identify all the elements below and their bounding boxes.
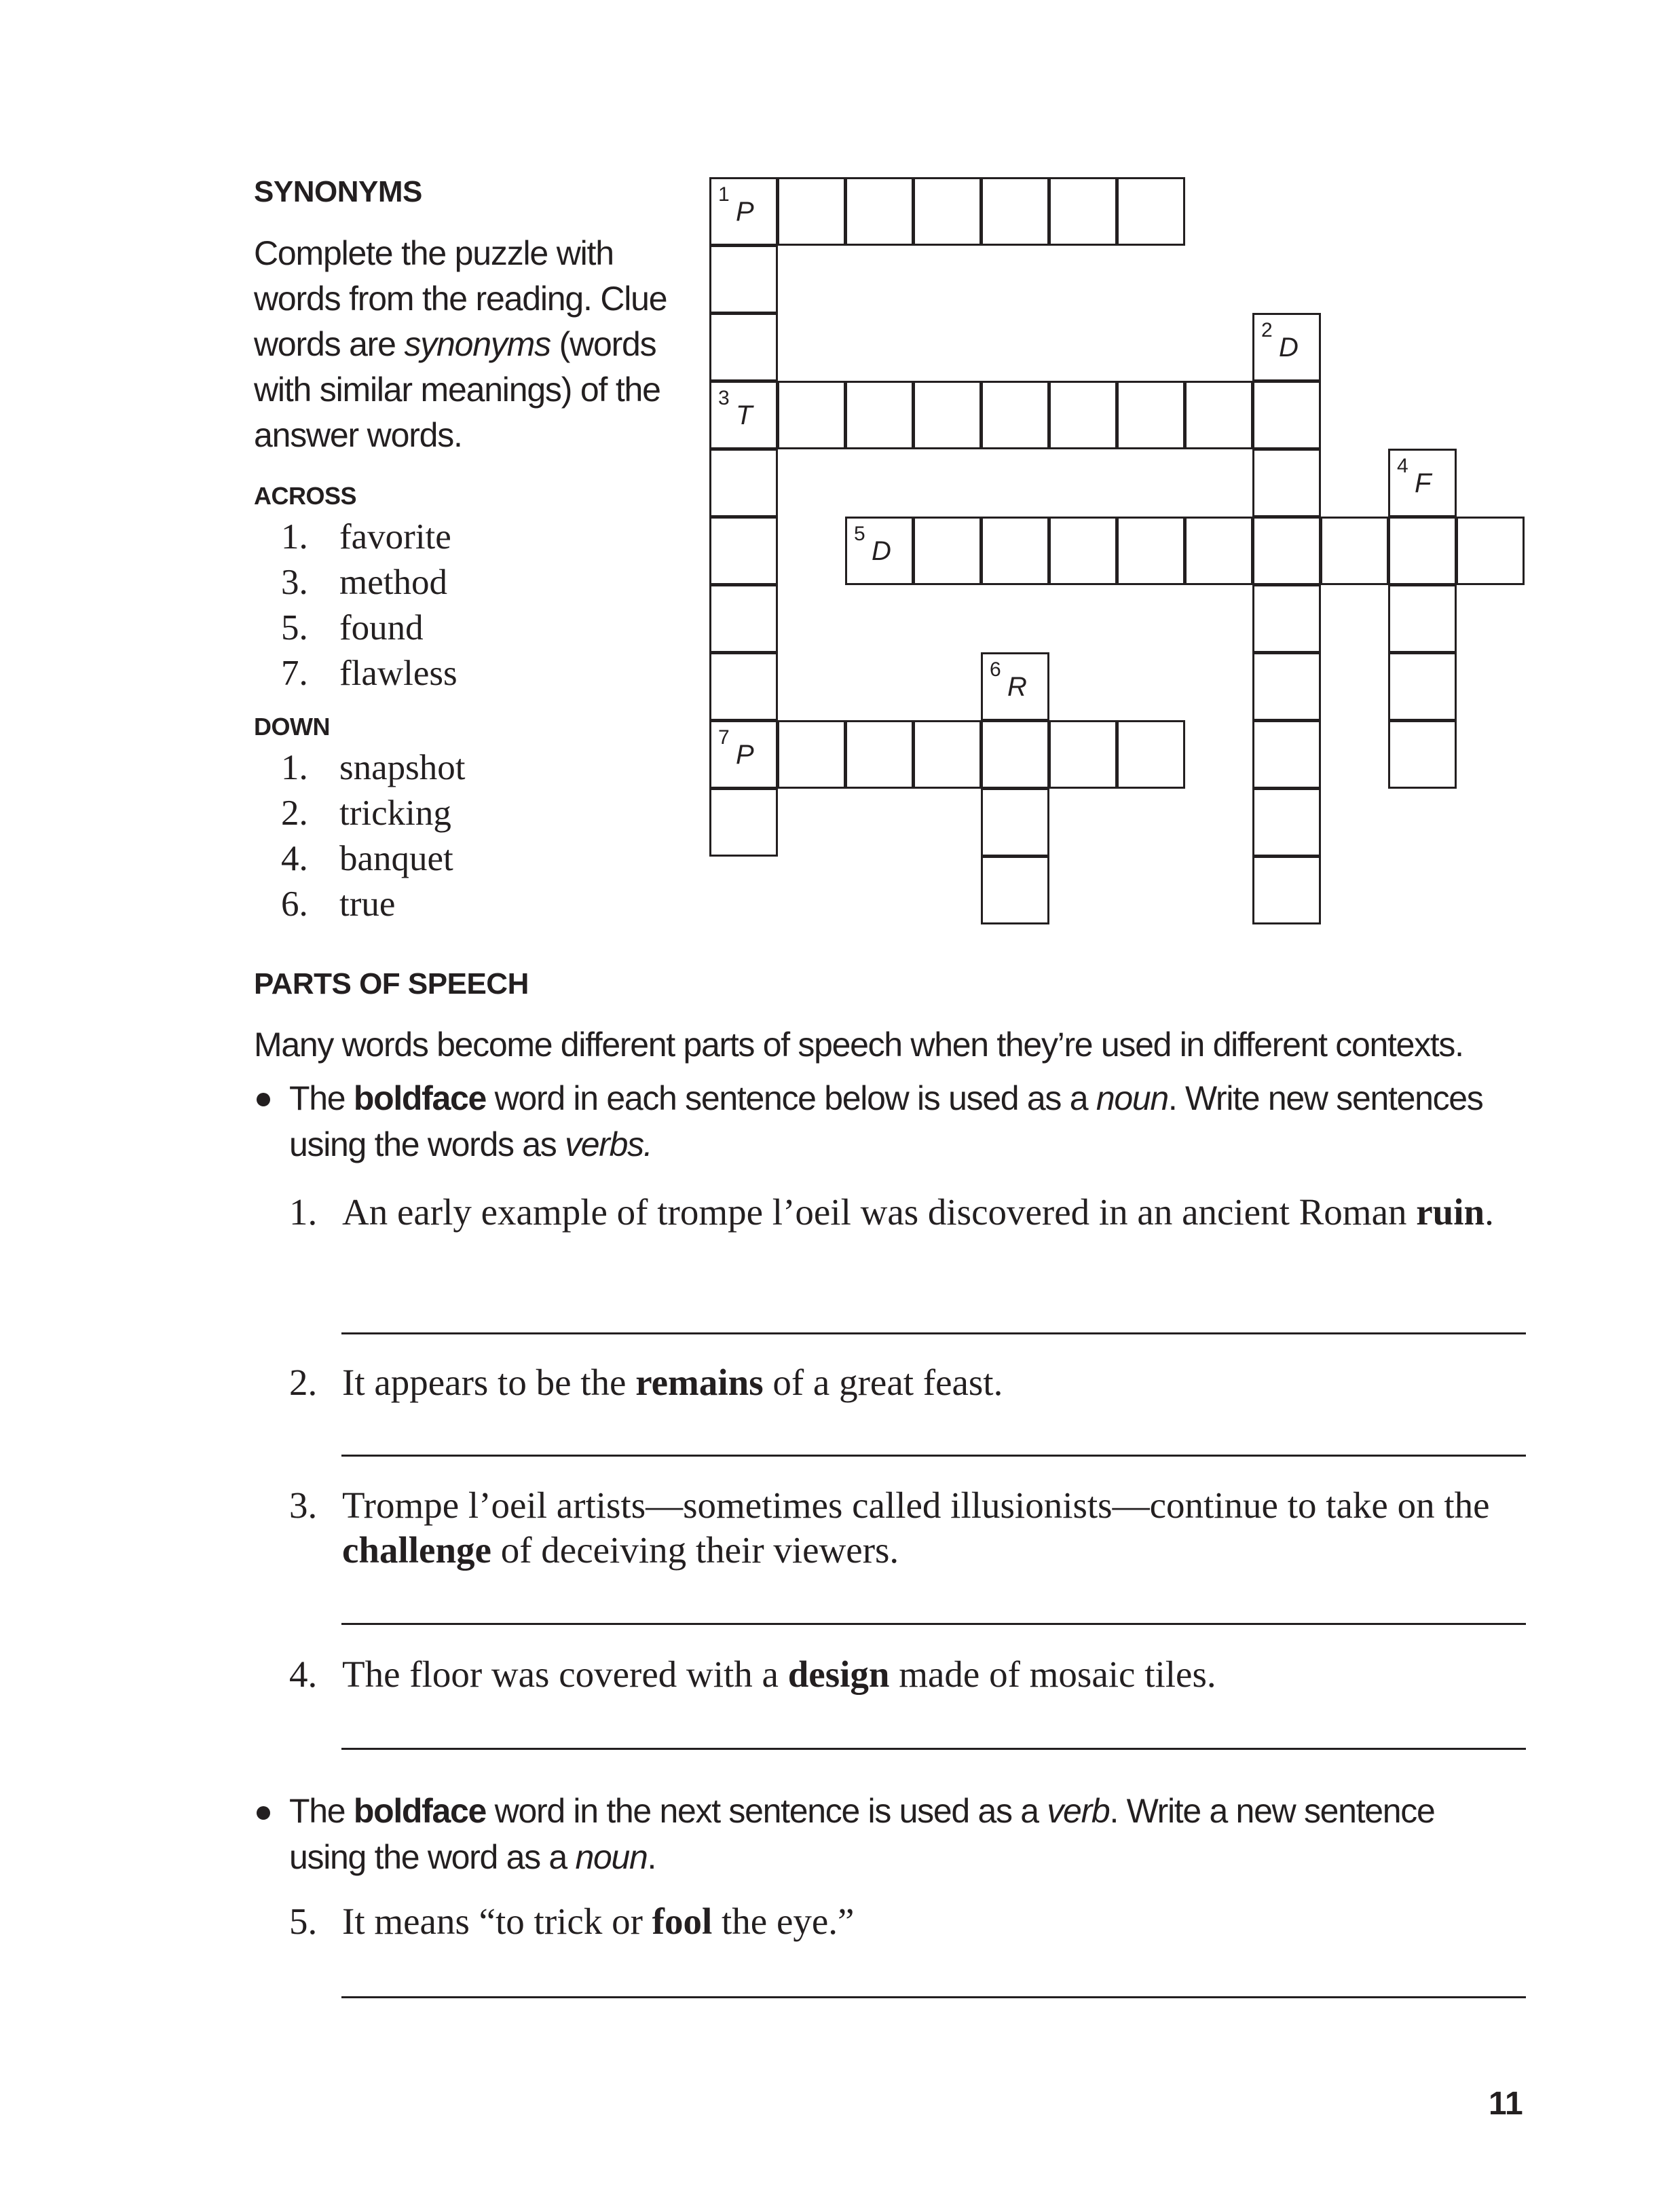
question-number: 5.	[289, 1901, 318, 1942]
crossword-cell[interactable]	[1388, 517, 1457, 585]
crossword-cell[interactable]	[777, 381, 846, 449]
clue-text: flawless	[339, 654, 458, 693]
question-text	[342, 1360, 1496, 1405]
bullet-text: word in each sentence below is used as a	[486, 1079, 1096, 1117]
question-text-part: .	[1485, 1191, 1494, 1233]
crossword-cell[interactable]	[777, 177, 846, 246]
crossword-cell[interactable]	[981, 517, 1049, 585]
across-clues	[281, 514, 458, 696]
instructions-text-end: (words with similar meanings) of the answer words.	[254, 325, 660, 454]
bullet-text: .	[647, 1838, 656, 1876]
crossword-cell[interactable]	[1388, 720, 1457, 789]
question-text-part: An early example of trompe l’oeil was discovered in an ancient Roman	[342, 1191, 1417, 1233]
crossword-cell[interactable]	[709, 517, 778, 585]
clue-item	[281, 836, 466, 882]
crossword-cell[interactable]	[1117, 177, 1185, 246]
crossword-cell[interactable]	[981, 788, 1049, 857]
bullet-emphasis: noun	[1096, 1079, 1168, 1117]
crossword-cell[interactable]	[1388, 584, 1457, 653]
answer-line[interactable]	[341, 1455, 1526, 1457]
question-number: 3.	[289, 1484, 318, 1526]
crossword-cell[interactable]	[1252, 381, 1321, 449]
bullet-icon	[257, 1806, 270, 1820]
bullet-text: The	[289, 1792, 354, 1830]
question-text	[342, 1652, 1496, 1697]
crossword-cell[interactable]	[981, 381, 1049, 449]
clue-item	[281, 605, 458, 651]
clue-item	[281, 514, 458, 560]
clue-text: banquet	[339, 839, 453, 878]
crossword-cell[interactable]	[981, 720, 1049, 789]
crossword-cell[interactable]	[1117, 720, 1185, 789]
crossword-cell[interactable]	[981, 177, 1049, 246]
given-letter: T	[736, 400, 753, 430]
answer-line[interactable]	[341, 1332, 1526, 1334]
clue-item	[281, 882, 466, 927]
crossword-cell[interactable]	[913, 381, 982, 449]
crossword-cell[interactable]	[1252, 584, 1321, 653]
crossword-cell[interactable]	[1252, 856, 1321, 924]
crossword-cell[interactable]	[845, 177, 914, 246]
question-text-part: Trompe l’oeil artists—sometimes called illusionists—continue to take on the	[342, 1484, 1490, 1526]
crossword-cell[interactable]	[709, 381, 778, 449]
question-number: 1.	[289, 1191, 318, 1233]
bullet-text: . Write a new sentence using the word as a	[289, 1792, 1435, 1876]
clue-text: snapshot	[339, 748, 466, 787]
crossword-cell[interactable]	[1252, 720, 1321, 789]
synonyms-instructions	[254, 231, 688, 458]
crossword-cell[interactable]	[777, 720, 846, 789]
clue-text: found	[339, 608, 424, 648]
crossword-cell[interactable]	[1388, 652, 1457, 721]
crossword-cell[interactable]	[1252, 517, 1321, 585]
crossword-cell[interactable]	[1320, 517, 1389, 585]
given-letter: R	[1007, 672, 1027, 702]
crossword-cell[interactable]	[1456, 517, 1525, 585]
clue-number: 6.	[281, 884, 308, 924]
clue-number: 3.	[281, 563, 308, 602]
answer-line[interactable]	[341, 1748, 1526, 1750]
question-text-part: The floor was covered with a	[342, 1653, 788, 1695]
crossword-cell[interactable]	[1252, 449, 1321, 517]
question-text-part: It means “to trick or	[342, 1901, 652, 1942]
down-clues	[281, 745, 466, 927]
instructions-text: Complete the puzzle with words from the reading. Clue words are	[254, 234, 667, 363]
question-boldface-word: ruin	[1416, 1191, 1485, 1233]
crossword-cell[interactable]	[1252, 652, 1321, 721]
crossword-cell[interactable]	[1388, 449, 1457, 517]
synonyms-heading: SYNONYMS	[254, 175, 422, 208]
crossword-cell[interactable]	[709, 652, 778, 721]
instruction-bullet-1	[289, 1075, 1497, 1167]
crossword-cell[interactable]	[709, 449, 778, 517]
bullet-emphasis: noun	[575, 1838, 648, 1876]
instruction-bullet-2	[289, 1788, 1497, 1880]
crossword-cell[interactable]	[709, 788, 778, 857]
crossword-cell[interactable]	[913, 177, 982, 246]
question-text	[342, 1899, 1496, 1944]
crossword-cell[interactable]	[913, 720, 982, 789]
crossword-cell[interactable]	[709, 245, 778, 314]
given-letter: D	[872, 536, 891, 566]
clue-number: 1.	[281, 517, 308, 557]
crossword-cell[interactable]	[1049, 517, 1117, 585]
crossword-cell[interactable]	[845, 720, 914, 789]
question-text-part: of a great feast.	[763, 1362, 1003, 1403]
crossword-cell[interactable]	[709, 313, 778, 381]
crossword-cell[interactable]	[1252, 788, 1321, 857]
clue-number: 2.	[281, 793, 308, 833]
answer-line[interactable]	[341, 1623, 1526, 1625]
crossword-cell[interactable]	[1252, 313, 1321, 381]
question-text	[342, 1483, 1496, 1573]
question-boldface-word: remains	[635, 1362, 764, 1403]
question-number: 4.	[289, 1653, 318, 1695]
given-letter: F	[1415, 468, 1432, 498]
down-heading: DOWN	[254, 713, 330, 741]
bullet-bold: boldface	[353, 1079, 487, 1117]
crossword-cell[interactable]	[1117, 381, 1185, 449]
clue-item	[281, 791, 466, 836]
question-text	[342, 1190, 1496, 1235]
parts-of-speech-intro: Many words become different parts of speech when they’re used in different contexts.	[254, 1026, 1463, 1064]
crossword-cell[interactable]	[1049, 720, 1117, 789]
bullet-icon	[257, 1093, 270, 1106]
clue-text: true	[339, 884, 396, 924]
page-number: 11	[1489, 2086, 1523, 2122]
crossword-cell[interactable]	[1049, 177, 1117, 246]
crossword-cell[interactable]	[981, 652, 1049, 721]
crossword-cell[interactable]	[1117, 517, 1185, 585]
clue-number-label: 5	[854, 523, 865, 545]
clue-text: tricking	[339, 793, 451, 833]
bullet-text: word in the next sentence is used as a	[486, 1792, 1047, 1830]
crossword-cell[interactable]	[913, 517, 982, 585]
clue-number-label: 3	[718, 387, 730, 409]
clue-number-label: 4	[1397, 455, 1408, 477]
answer-line[interactable]	[341, 1996, 1526, 1998]
across-heading: ACROSS	[254, 482, 357, 510]
clue-item	[281, 651, 458, 696]
question-text-part: the eye.”	[712, 1901, 855, 1942]
crossword-cell[interactable]	[1049, 381, 1117, 449]
given-letter: P	[736, 197, 754, 227]
question-text-part: It appears to be the	[342, 1362, 636, 1403]
crossword-grid	[0, 0, 1680, 950]
clue-number-label: 6	[990, 658, 1001, 681]
question-text-part: made of mosaic tiles.	[889, 1653, 1216, 1695]
bullet-text: The	[289, 1079, 354, 1117]
parts-of-speech-heading: PARTS OF SPEECH	[254, 967, 529, 1000]
clue-number: 7.	[281, 654, 308, 693]
clue-number: 5.	[281, 608, 308, 648]
crossword-cell[interactable]	[845, 517, 914, 585]
clue-text: favorite	[339, 517, 451, 557]
crossword-cell[interactable]	[709, 584, 778, 653]
clue-number-label: 7	[718, 726, 730, 749]
clue-item	[281, 560, 458, 605]
crossword-cell[interactable]	[1184, 381, 1253, 449]
question-boldface-word: challenge	[342, 1529, 491, 1571]
question-boldface-word: design	[787, 1653, 890, 1695]
crossword-cell[interactable]	[709, 177, 778, 246]
instructions-emphasis: synonyms	[404, 325, 550, 363]
crossword-cell[interactable]	[981, 856, 1049, 924]
clue-number-label: 1	[718, 183, 730, 206]
clue-text: method	[339, 563, 447, 602]
bullet-emphasis: verbs.	[565, 1125, 652, 1163]
clue-number-label: 2	[1261, 319, 1273, 341]
question-boldface-word: fool	[652, 1901, 713, 1942]
bullet-emphasis: verb	[1047, 1792, 1110, 1830]
clue-item	[281, 745, 466, 791]
bullet-bold: boldface	[353, 1792, 487, 1830]
question-number: 2.	[289, 1362, 318, 1403]
clue-number: 1.	[281, 748, 308, 787]
crossword-cell[interactable]	[709, 720, 778, 789]
question-text-part: of deceiving their viewers.	[491, 1529, 899, 1571]
crossword-cell[interactable]	[845, 381, 914, 449]
given-letter: D	[1279, 333, 1299, 362]
clue-number: 4.	[281, 839, 308, 878]
crossword-cell[interactable]	[1184, 517, 1253, 585]
bullet-text: . Write new sentences using the words as	[289, 1079, 1483, 1163]
given-letter: P	[736, 740, 754, 770]
